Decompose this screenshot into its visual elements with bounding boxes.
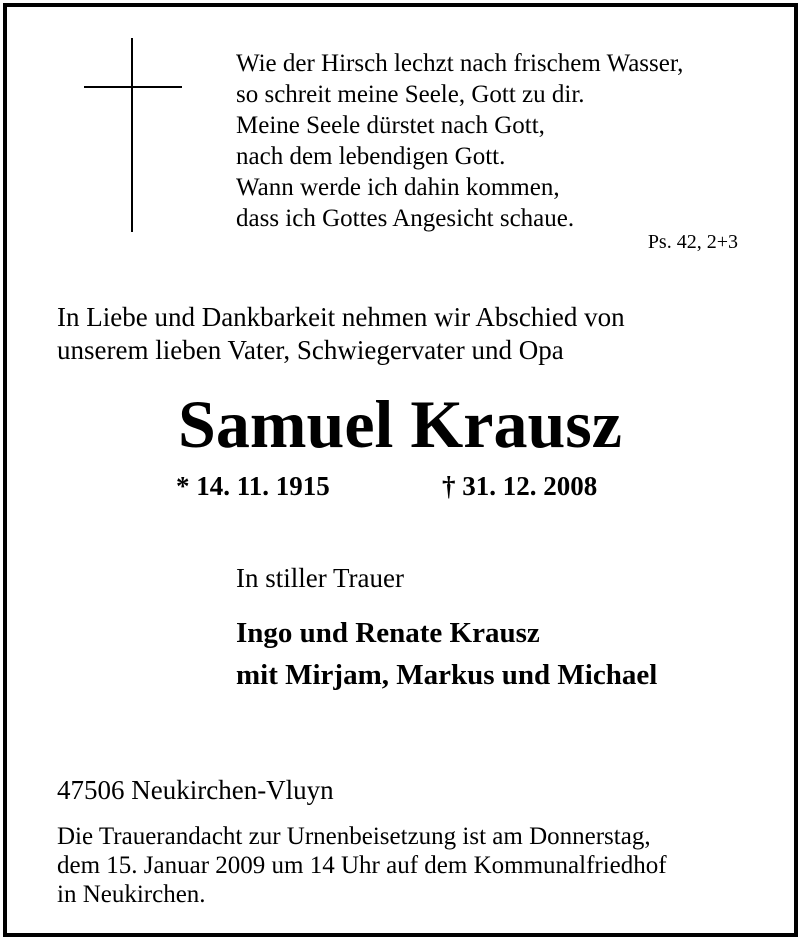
mourning-heading: In stiller Trauer [236, 563, 404, 593]
verse-line: Meine Seele dürstet nach Gott, [236, 112, 545, 139]
verse-line: Wann werde ich dahin kommen, [236, 174, 560, 201]
intro-text [57, 301, 625, 367]
verse-reference: Ps. 42, 2+3 [647, 231, 738, 253]
intro-line: unserem lieben Vater, Schwiegervater und Opa [57, 335, 564, 365]
mourner-line: Ingo und Renate Krausz [236, 617, 540, 649]
mourner-line: mit Mirjam, Markus und Michael [236, 659, 658, 691]
psalm-verse [236, 48, 683, 234]
verse-line: nach dem lebendigen Gott. [236, 143, 506, 170]
service-info [57, 822, 667, 909]
mourner-names [236, 612, 657, 696]
service-line: in Neukirchen. [57, 881, 206, 908]
death-date: † 31. 12. 2008 [442, 471, 598, 501]
cross-vertical-bar [131, 38, 133, 232]
cross-horizontal-bar [84, 86, 182, 88]
service-line: dem 15. Januar 2009 um 14 Uhr auf dem Kommunalfriedhof [57, 852, 667, 879]
deceased-name: Samuel Krausz [178, 386, 622, 462]
intro-line: In Liebe und Dankbarkeit nehmen wir Abschied von [57, 302, 625, 332]
verse-line: Wie der Hirsch lechzt nach frischem Wasser, [236, 50, 684, 77]
verse-line: so schreit meine Seele, Gott zu dir. [236, 81, 585, 108]
birth-date: * 14. 11. 1915 [176, 471, 330, 501]
location: 47506 Neukirchen-Vluyn [57, 775, 334, 805]
verse-line: dass ich Gottes Angesicht schaue. [236, 205, 575, 232]
service-line: Die Trauerandacht zur Urnenbeisetzung ist am Donnerstag, [57, 823, 651, 850]
